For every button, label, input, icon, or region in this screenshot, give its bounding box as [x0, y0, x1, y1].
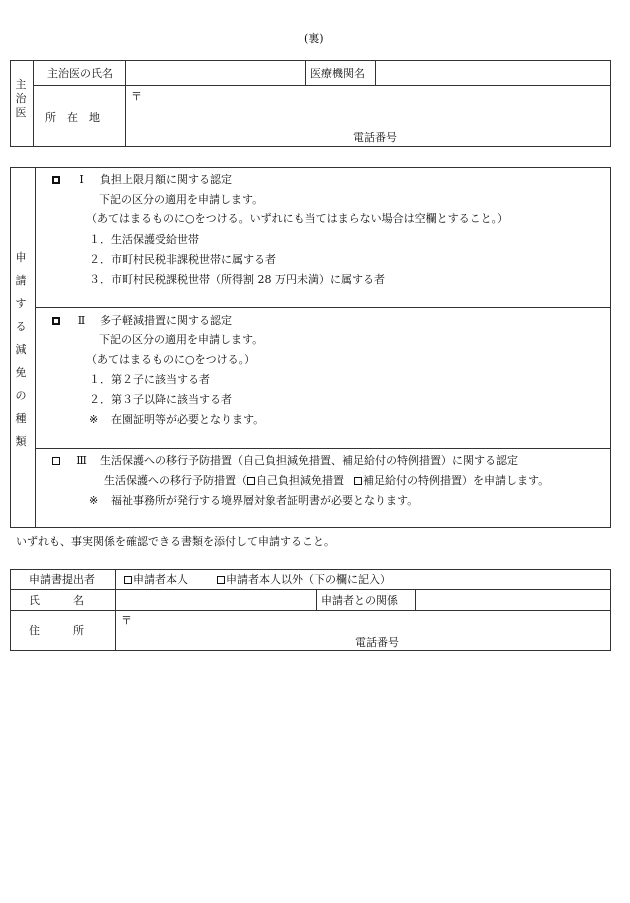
item1-numeral: Ⅰ [79, 173, 84, 186]
submitter-self-label: 申請者本人 [133, 573, 188, 586]
reduction-section-label: 申 請 す る 減 免 の 種 類 [15, 251, 27, 448]
self-burden-checkbox[interactable] [247, 477, 255, 485]
item2-line1: 下記の区分の適用を申請します。 [99, 333, 264, 346]
item3-note-mark: ※ [89, 494, 99, 507]
item1-title: 負担上限月額に関する認定 [100, 173, 232, 186]
item3-title: 生活保護への移行予防措置（自己負担減免措置、補足給付の特例措置）に関する認定 [100, 454, 518, 467]
attachment-footnote: いずれも、事実関係を確認できる書類を添付して申請すること。 [16, 535, 335, 548]
item2-numeral: Ⅱ [77, 314, 86, 327]
submitter-other-label: 申請者本人以外（下の欄に記入） [226, 573, 391, 586]
doctor-postal-mark: 〒 [131, 90, 142, 103]
item2-option[interactable]: ２．第３子以降に該当する者 [89, 393, 232, 406]
relation-label: 申請者との関係 [321, 594, 398, 607]
submitter-label: 申請書提出者 [29, 573, 95, 586]
item1-row [52, 173, 232, 187]
item1-option[interactable]: ２．市町村民税非課税世帯に属する者 [89, 253, 276, 266]
supplement-label: 補足給付の特例措置）を申請します。 [363, 474, 550, 487]
item1-line1: 下記の区分の適用を申請します。 [99, 193, 264, 206]
institution-field[interactable] [380, 67, 605, 81]
doctor-name-field[interactable] [130, 67, 300, 81]
item2-note-mark: ※ [89, 413, 99, 426]
relation-field[interactable] [420, 594, 605, 608]
page-side-label: (裏) [304, 32, 324, 45]
item1-checkbox[interactable] [52, 176, 60, 184]
doctor-phone-label: 電話番号 [353, 131, 397, 144]
item1-option[interactable]: １．生活保護受給世帯 [89, 233, 199, 246]
item3-note: 福祉事務所が発行する境界層対象者証明書が必要となります。 [111, 494, 419, 507]
item2-note: 在園証明等が必要となります。 [111, 413, 265, 426]
submitter-self-checkbox[interactable] [124, 576, 132, 584]
doctor-address-field[interactable] [128, 88, 608, 128]
item1-option[interactable]: ３．市町村民税課税世帯（所得割 28 万円未満）に属する者 [89, 273, 385, 286]
submitter-address-field[interactable] [118, 612, 608, 636]
item1-line2: （あてはまるものに○をつける。いずれにも当てはまらない場合は空欄とすること。） [86, 212, 509, 225]
submitter-name-label: 氏 名 [29, 594, 84, 607]
submitter-other-checkbox[interactable] [217, 576, 225, 584]
institution-label: 医療機関名 [310, 67, 365, 80]
submitter-postal-mark: 〒 [121, 614, 132, 627]
submitter-address-label: 住 所 [29, 624, 84, 637]
item2-title: 多子軽減措置に関する認定 [100, 314, 232, 327]
item2-row [52, 314, 232, 328]
item3-numeral: Ⅲ [76, 454, 87, 467]
self-burden-label: 自己負担減免措置 [256, 474, 344, 487]
item3-line1: 生活保護への移行予防措置（ 自己負担減免措置 補足給付の特例措置）を申請します。 [104, 474, 550, 487]
submitter-name-field[interactable] [120, 594, 310, 608]
item2-option[interactable]: １．第２子に該当する者 [89, 373, 210, 386]
supplement-checkbox[interactable] [354, 477, 362, 485]
item3-checkbox[interactable] [52, 457, 60, 465]
doctor-section-label: 主 治 医 [15, 78, 27, 119]
doctor-name-label: 主治医の氏名 [47, 67, 113, 80]
doctor-address-label: 所 在 地 [45, 111, 100, 124]
submitter-phone-label: 電話番号 [355, 636, 399, 649]
submitter-options [124, 573, 391, 587]
item3-row [52, 454, 518, 468]
item2-line2: （あてはまるものに○をつける。） [86, 353, 256, 366]
item2-checkbox[interactable] [52, 317, 60, 325]
